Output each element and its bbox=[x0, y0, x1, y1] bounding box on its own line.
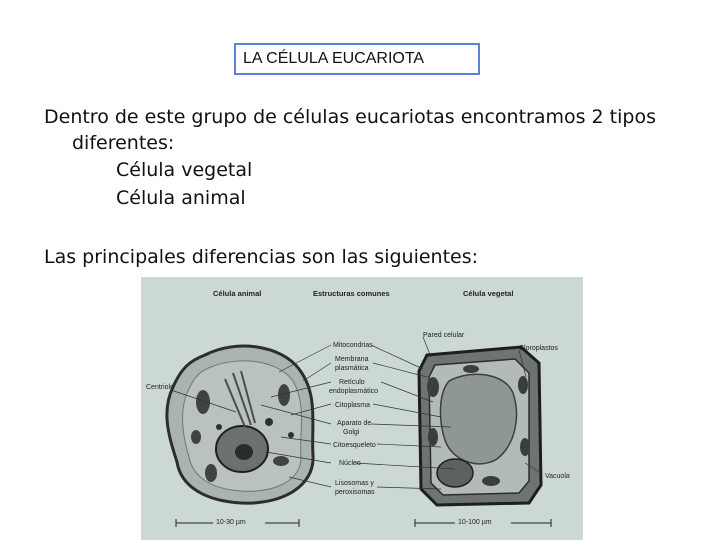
type-vegetal: Célula vegetal bbox=[116, 159, 253, 181]
differences-text: Las principales diferencias son las siguientes: bbox=[44, 246, 479, 268]
label-peroxisomas: peroxisomas bbox=[335, 489, 375, 496]
label-plasmatica: plasmática bbox=[335, 365, 369, 372]
cell-diagram bbox=[141, 277, 583, 540]
label-mitocondrias: Mitocondrias bbox=[333, 342, 373, 349]
label-lisosomas: Lisosomas y bbox=[335, 480, 374, 487]
slide-title: LA CÉLULA EUCARIOTA bbox=[234, 43, 480, 75]
label-endoplasmatico: endoplasmático bbox=[329, 388, 379, 395]
header-vegetal: Célula vegetal bbox=[463, 289, 514, 298]
scale-bars bbox=[176, 516, 551, 527]
label-vacuola: Vacuola bbox=[545, 473, 570, 480]
label-golgi: Golgi bbox=[343, 429, 360, 436]
label-nucleo: Núcleo bbox=[339, 460, 361, 467]
label-pared: Pared celular bbox=[423, 332, 465, 339]
vegetal-cell-drawing bbox=[419, 347, 541, 505]
type-animal: Célula animal bbox=[116, 187, 246, 209]
label-aparato: Aparato de bbox=[337, 420, 372, 427]
cell-comparison-figure bbox=[141, 277, 583, 540]
common-labels bbox=[329, 342, 378, 496]
scale-animal: 10-30 µm bbox=[216, 519, 246, 526]
label-cloroplastos: Cloroplastos bbox=[519, 345, 558, 352]
intro-line-2: diferentes: bbox=[72, 132, 175, 154]
label-citoesqueleto: Citoesqueleto bbox=[333, 442, 376, 449]
header-animal: Célula animal bbox=[213, 289, 262, 298]
label-centriolo: Centriolo bbox=[146, 384, 175, 391]
header-common: Estructuras comunes bbox=[313, 289, 390, 298]
scale-vegetal: 10-100 µm bbox=[458, 519, 492, 526]
label-membrana: Membrana bbox=[335, 356, 369, 363]
label-citoplasma: Citoplasma bbox=[335, 402, 371, 409]
intro-line-1: Dentro de este grupo de células eucariotas encontramos 2 tipos bbox=[44, 106, 656, 128]
animal-cell-drawing bbox=[167, 346, 313, 503]
label-reticulo: Retículo bbox=[339, 379, 365, 386]
